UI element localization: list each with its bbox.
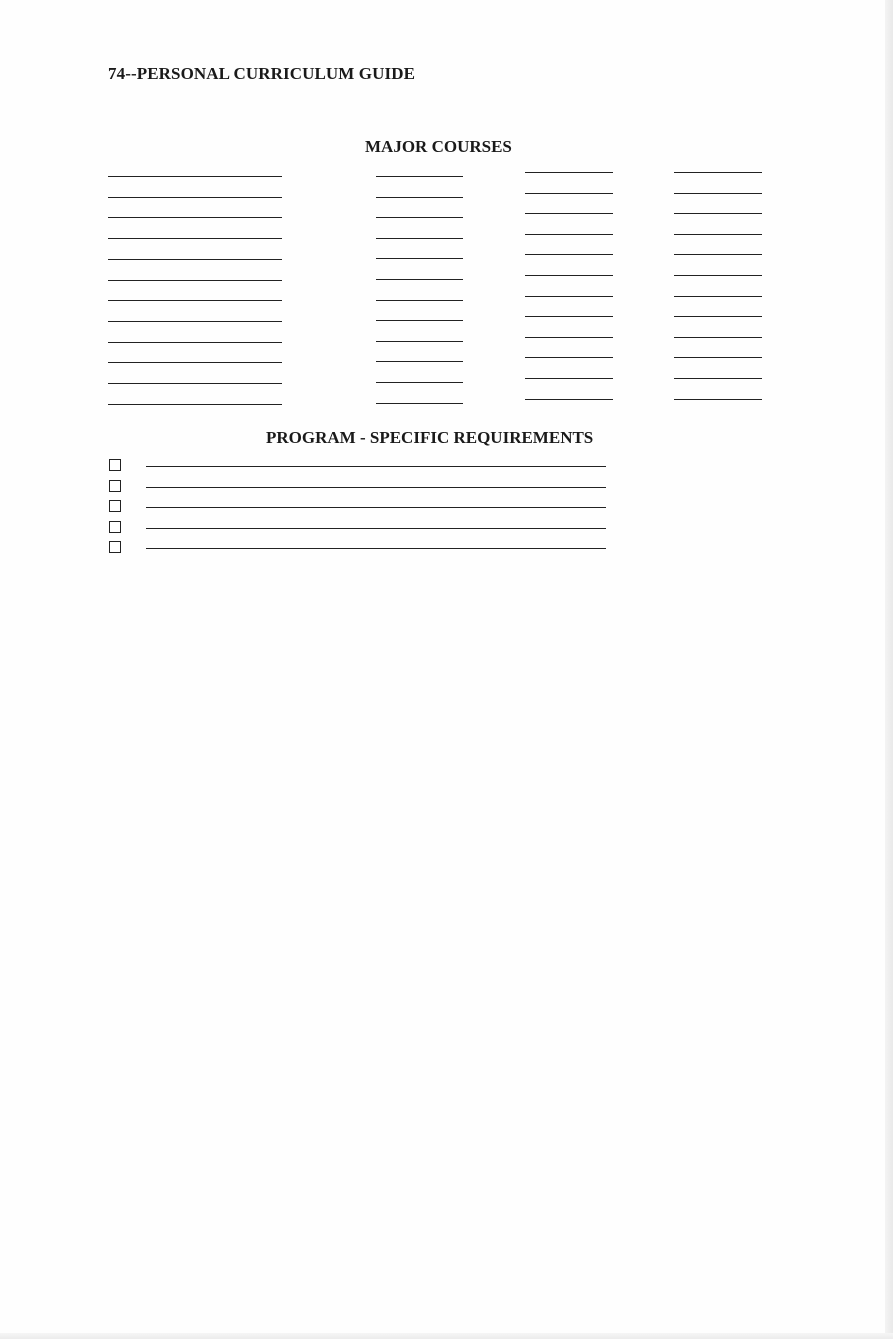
major-course-number-blank[interactable]	[376, 258, 463, 259]
major-course-name-blank[interactable]	[108, 238, 282, 239]
major-course-credits-blank[interactable]	[525, 399, 613, 400]
requirement-blank[interactable]	[146, 466, 606, 467]
page-edge-right	[885, 0, 893, 1339]
major-course-credits-blank[interactable]	[525, 172, 613, 173]
major-course-credits-blank[interactable]	[525, 234, 613, 235]
requirement-checkbox[interactable]	[109, 500, 121, 512]
major-course-name-blank[interactable]	[108, 404, 282, 405]
major-course-number-blank[interactable]	[376, 382, 463, 383]
major-course-name-blank[interactable]	[108, 197, 282, 198]
major-course-name-blank[interactable]	[108, 362, 282, 363]
major-course-name-blank[interactable]	[108, 176, 282, 177]
major-course-name-blank[interactable]	[108, 259, 282, 260]
major-course-number-blank[interactable]	[376, 238, 463, 239]
major-course-credits-blank[interactable]	[525, 357, 613, 358]
major-course-semester-blank[interactable]	[674, 296, 762, 297]
major-course-number-blank[interactable]	[376, 197, 463, 198]
requirement-blank[interactable]	[146, 528, 606, 529]
major-course-number-blank[interactable]	[376, 279, 463, 280]
major-courses-title: MAJOR COURSES	[365, 137, 512, 156]
major-course-credits-blank[interactable]	[525, 213, 613, 214]
major-course-semester-blank[interactable]	[674, 254, 762, 255]
requirement-blank[interactable]	[146, 548, 606, 549]
major-course-number-blank[interactable]	[376, 320, 463, 321]
major-course-semester-blank[interactable]	[674, 275, 762, 276]
major-course-semester-blank[interactable]	[674, 378, 762, 379]
major-course-semester-blank[interactable]	[674, 357, 762, 358]
requirement-blank[interactable]	[146, 487, 606, 488]
requirement-checkbox[interactable]	[109, 541, 121, 553]
major-course-semester-blank[interactable]	[674, 193, 762, 194]
requirement-checkbox[interactable]	[109, 459, 121, 471]
program-requirements-title: PROGRAM - SPECIFIC REQUIREMENTS	[266, 428, 594, 447]
major-course-semester-blank[interactable]	[674, 337, 762, 338]
major-course-number-blank[interactable]	[376, 217, 463, 218]
major-course-number-blank[interactable]	[376, 361, 463, 362]
major-course-semester-blank[interactable]	[674, 399, 762, 400]
major-course-credits-blank[interactable]	[525, 193, 613, 194]
major-course-name-blank[interactable]	[108, 217, 282, 218]
major-course-number-blank[interactable]	[376, 300, 463, 301]
major-course-semester-blank[interactable]	[674, 172, 762, 173]
major-course-number-blank[interactable]	[376, 403, 463, 404]
major-course-credits-blank[interactable]	[525, 378, 613, 379]
requirement-blank[interactable]	[146, 507, 606, 508]
major-course-credits-blank[interactable]	[525, 337, 613, 338]
page-edge-bottom	[0, 1333, 893, 1339]
requirement-checkbox[interactable]	[109, 480, 121, 492]
major-course-name-blank[interactable]	[108, 321, 282, 322]
major-course-credits-blank[interactable]	[525, 254, 613, 255]
major-course-number-blank[interactable]	[376, 176, 463, 177]
major-course-number-blank[interactable]	[376, 341, 463, 342]
major-course-name-blank[interactable]	[108, 383, 282, 384]
major-course-semester-blank[interactable]	[674, 316, 762, 317]
requirement-checkbox[interactable]	[109, 521, 121, 533]
page-header: 74--PERSONAL CURRICULUM GUIDE	[108, 64, 416, 83]
major-course-name-blank[interactable]	[108, 280, 282, 281]
major-course-semester-blank[interactable]	[674, 213, 762, 214]
major-course-semester-blank[interactable]	[674, 234, 762, 235]
major-course-credits-blank[interactable]	[525, 275, 613, 276]
major-course-name-blank[interactable]	[108, 300, 282, 301]
major-course-credits-blank[interactable]	[525, 316, 613, 317]
major-course-credits-blank[interactable]	[525, 296, 613, 297]
major-course-name-blank[interactable]	[108, 342, 282, 343]
